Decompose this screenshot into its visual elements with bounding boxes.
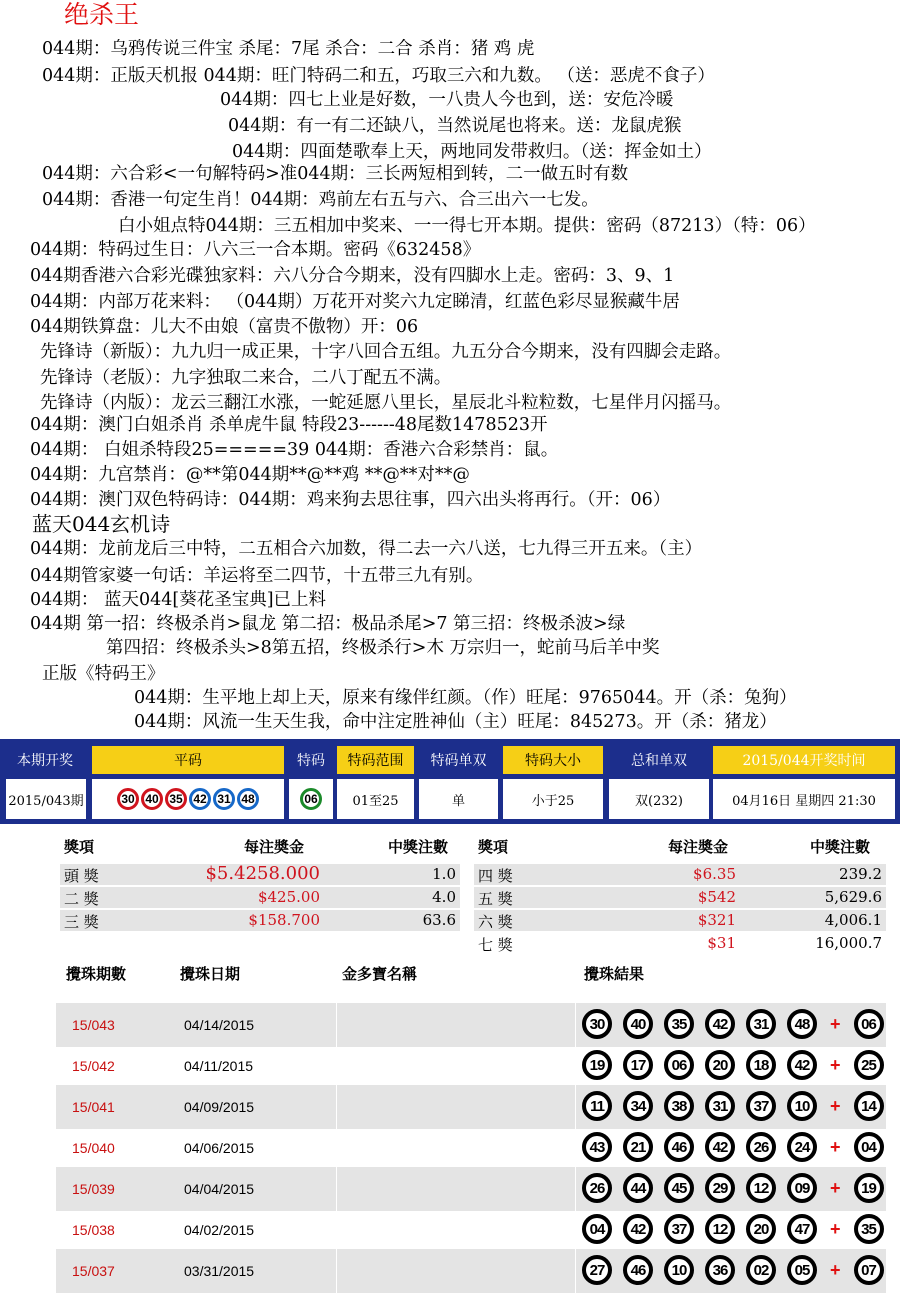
text-line: 044期：九宫禁肖：@**第044期**@**鸡 **@**对**@ [30, 465, 470, 485]
result-ball: 18 [746, 1050, 776, 1080]
result-ball: 02 [746, 1255, 776, 1285]
ball: 30 [117, 788, 139, 810]
prize-amount: $158.700 [248, 911, 320, 929]
prize-count: 239.2 [839, 865, 882, 883]
text-line: 044期：有一有二还缺八，当然说尾也将来。送：龙鼠虎猴 [228, 116, 682, 136]
text-line: 先锋诗（新版）：九九归一成正果，十字八回合五组。九五分合今期来，没有四脚会走路。 [40, 342, 732, 362]
ball: 48 [237, 788, 259, 810]
text-line: 044期：澳门白姐杀肖 杀单虎牛鼠 特段23------48尾数1478523开 [30, 415, 548, 435]
result-ball: 37 [746, 1091, 776, 1121]
prize-row [474, 933, 886, 954]
result-ball: 42 [705, 1132, 735, 1162]
plus-sign: + [830, 1013, 841, 1034]
prize-row [60, 887, 460, 908]
prize-hdr-amount: 每注奬金 [244, 838, 305, 856]
sum-odd-even: 双(232) [609, 779, 709, 819]
draw-period: 2015/043期 [6, 779, 86, 819]
result-ball: 38 [664, 1091, 694, 1121]
result-balls [582, 1255, 884, 1285]
result-ball: 30 [582, 1009, 612, 1039]
prize-hdr-name-2: 獎項 [478, 838, 509, 856]
prize-amount: $5.4258.000 [205, 863, 320, 884]
result-date: 04/02/2015 [184, 1222, 255, 1238]
result-ball: 42 [705, 1009, 735, 1039]
result-period: 15/038 [72, 1222, 115, 1238]
page-title: 绝杀王 [64, 0, 140, 29]
result-ball: 47 [787, 1214, 817, 1244]
prize-name: 五 獎 [478, 890, 513, 908]
prize-name: 頭 獎 [64, 867, 99, 885]
result-ball: 27 [582, 1255, 612, 1285]
result-balls [582, 1132, 884, 1162]
result-balls [582, 1009, 884, 1039]
result-date: 03/31/2015 [184, 1263, 255, 1279]
result-ball: 31 [746, 1009, 776, 1039]
text-line: 044期：特码过生日：八六三一合本期。密码《632458》 [30, 240, 481, 260]
result-special-ball: 19 [854, 1173, 884, 1203]
result-row [56, 1085, 886, 1129]
text-line: 044期： 白姐杀特段25=====39 044期：香港六合彩禁肖：鼠。 [30, 440, 559, 460]
result-row [56, 1044, 886, 1088]
result-name-cell [336, 1044, 576, 1088]
results-hdr-date: 攪珠日期 [180, 965, 241, 983]
result-name-cell [336, 1126, 576, 1170]
text-line: 044期香港六合彩光碟独家料：六八分合今期来，没有四脚水上走。密码：3、9、1 [30, 266, 675, 286]
result-ball: 43 [582, 1132, 612, 1162]
ball: 31 [213, 788, 235, 810]
prize-count: 16,000.7 [815, 934, 882, 952]
text-line: 第四招：终极杀头>8第五招，终极杀行>木 万宗归一，蛇前马后羊中奖 [106, 638, 660, 658]
prize-row [60, 864, 460, 885]
text-line: 044期：澳门双色特码诗：044期：鸡来狗去思往事，四六出头将再行。（开：06） [30, 490, 671, 510]
result-ball: 48 [787, 1009, 817, 1039]
special-ball: 06 [300, 788, 322, 810]
result-row [56, 1167, 886, 1211]
result-date: 04/09/2015 [184, 1099, 255, 1115]
ball: 35 [165, 788, 187, 810]
special-range: 01至25 [337, 779, 414, 819]
result-ball: 34 [623, 1091, 653, 1121]
result-ball: 26 [582, 1173, 612, 1203]
result-name-cell [336, 1249, 576, 1293]
plus-sign: + [830, 1136, 841, 1157]
text-line: 正版《特码王》 [42, 664, 165, 684]
ball: 42 [189, 788, 211, 810]
prize-count: 4,006.1 [824, 911, 882, 929]
regular-balls [92, 779, 284, 819]
prize-amount: $542 [697, 888, 736, 906]
hdr-range: 特码范围 [337, 746, 414, 774]
result-ball: 12 [705, 1214, 735, 1244]
prize-hdr-name: 獎項 [64, 838, 95, 856]
result-date: 04/04/2015 [184, 1181, 255, 1197]
result-row [56, 1249, 886, 1293]
text-line: 044期：龙前龙后三中特，二五相合六加数，得二去一六八送，七九得三开五来。（主） [30, 539, 703, 559]
result-date: 04/11/2015 [184, 1058, 254, 1074]
result-ball: 44 [623, 1173, 653, 1203]
prize-amount: $425.00 [257, 888, 320, 906]
result-period: 15/043 [72, 1017, 115, 1033]
result-ball: 06 [664, 1050, 694, 1080]
result-name-cell [336, 1003, 576, 1047]
text-line: 蓝天044玄机诗 [32, 512, 171, 536]
text-line: 先锋诗（老版）：九字独取二来合，二八丁配五不满。 [40, 368, 452, 388]
result-ball: 10 [664, 1255, 694, 1285]
hdr-sum: 总和单双 [631, 753, 687, 769]
draw-table [0, 739, 900, 824]
prize-count: 63.6 [422, 911, 456, 929]
result-date: 04/06/2015 [184, 1140, 255, 1156]
result-ball: 42 [623, 1214, 653, 1244]
prize-count: 4.0 [432, 888, 456, 906]
result-ball: 37 [664, 1214, 694, 1244]
result-balls [582, 1214, 884, 1244]
text-line: 044期：正版天机报 044期：旺门特码二和五，巧取三六和九数。 （送：恶虎不食子） [42, 66, 715, 86]
prize-count: 1.0 [432, 865, 456, 883]
text-line: 044期 第一招：终极杀肖>鼠龙 第二招：极品杀尾>7 第三招：终极杀波>绿 [30, 614, 626, 634]
special-odd-even: 单 [419, 779, 498, 819]
result-ball: 35 [664, 1009, 694, 1039]
result-special-ball: 14 [854, 1091, 884, 1121]
result-ball: 20 [746, 1214, 776, 1244]
text-line: 044期：生平地上却上天，原来有缘伴红颜。（作）旺尾：9765044。开（杀：兔狗） [134, 688, 797, 708]
result-ball: 36 [705, 1255, 735, 1285]
result-row [56, 1208, 886, 1252]
result-ball: 20 [705, 1050, 735, 1080]
result-ball: 24 [787, 1132, 817, 1162]
special-ball-cell [289, 779, 333, 819]
text-line: 044期：香港一句定生肖！044期：鸡前左右五与六、合三出六一七发。 [42, 190, 599, 210]
prize-hdr-count-2: 中獎注數 [810, 838, 871, 856]
prize-name: 四 獎 [478, 867, 513, 885]
result-period: 15/039 [72, 1181, 115, 1197]
hdr-current-draw: 本期开奖 [17, 753, 73, 769]
text-line: 044期：四七上业是好数，一八贵人今也到，送：安危冷暖 [220, 90, 674, 110]
prize-hdr-count: 中獎注數 [388, 838, 449, 856]
text-line: 先锋诗（内版）：龙云三翻江水涨，一蛇延愿八里长，星辰北斗粒粒数，七星伴月闪摇马。 [40, 393, 732, 413]
prize-row [474, 910, 886, 931]
result-name-cell [336, 1167, 576, 1211]
plus-sign: + [830, 1259, 841, 1280]
prize-amount: $31 [707, 934, 736, 952]
prize-row [474, 864, 886, 885]
prize-name: 三 獎 [64, 913, 99, 931]
result-ball: 21 [623, 1132, 653, 1162]
result-balls [582, 1091, 884, 1121]
prize-count: 5,629.6 [824, 888, 882, 906]
prize-name: 二 獎 [64, 890, 99, 908]
result-ball: 46 [623, 1255, 653, 1285]
prize-hdr-amount-2: 每注奬金 [668, 838, 729, 856]
result-row [56, 1126, 886, 1170]
result-special-ball: 04 [854, 1132, 884, 1162]
result-row [56, 1003, 886, 1047]
result-ball: 05 [787, 1255, 817, 1285]
prize-amount: $321 [697, 911, 736, 929]
text-line: 044期：四面楚歌奉上天，两地同发带救归。（送：挥金如土） [232, 142, 712, 162]
text-line: 044期铁算盘：儿大不由娘（富贵不傲物）开：06 [30, 317, 419, 337]
prize-name: 七 獎 [478, 936, 513, 954]
text-line: 044期：风流一生天生我，命中注定胜神仙（主）旺尾：845273。开（杀：猪龙） [134, 712, 777, 732]
result-ball: 31 [705, 1091, 735, 1121]
hdr-next-time: 2015/044开奖时间 [713, 746, 895, 774]
hdr-odd-even: 特码单双 [430, 753, 487, 769]
text-line: 044期管家婆一句话：羊运将至二四节，十五带三九有别。 [30, 566, 484, 586]
text-line: 044期： 蓝天044[葵花圣宝典]已上料 [30, 590, 327, 610]
results-hdr-period: 攪珠期數 [66, 965, 127, 983]
result-special-ball: 35 [854, 1214, 884, 1244]
result-ball: 11 [582, 1091, 612, 1121]
result-ball: 26 [746, 1132, 776, 1162]
result-balls [582, 1050, 884, 1080]
special-size: 小于25 [503, 779, 603, 819]
plus-sign: + [830, 1095, 841, 1116]
hdr-size: 特码大小 [503, 746, 603, 774]
result-period: 15/041 [72, 1099, 115, 1115]
hdr-special: 特码 [297, 753, 325, 769]
prize-name: 六 獎 [478, 913, 513, 931]
result-ball: 42 [787, 1050, 817, 1080]
result-ball: 40 [623, 1009, 653, 1039]
result-special-ball: 07 [854, 1255, 884, 1285]
result-ball: 10 [787, 1091, 817, 1121]
result-ball: 29 [705, 1173, 735, 1203]
result-name-cell [336, 1085, 576, 1129]
prize-amount: $6.35 [693, 865, 736, 883]
plus-sign: + [830, 1218, 841, 1239]
result-ball: 45 [664, 1173, 694, 1203]
next-draw-time: 04月16日 星期四 21:30 [713, 779, 895, 819]
result-special-ball: 06 [854, 1009, 884, 1039]
plus-sign: + [830, 1054, 841, 1075]
plus-sign: + [830, 1177, 841, 1198]
result-date: 04/14/2015 [184, 1017, 255, 1033]
text-line: 044期：六合彩<一句解特码>准044期：三长两短相到转，二一做五时有数 [42, 164, 629, 184]
result-balls [582, 1173, 884, 1203]
text-line: 044期：乌鸦传说三件宝 杀尾：7尾 杀合：二合 杀肖：猪 鸡 虎 [42, 39, 535, 59]
result-ball: 12 [746, 1173, 776, 1203]
result-ball: 04 [582, 1214, 612, 1244]
result-period: 15/040 [72, 1140, 115, 1156]
result-period: 15/042 [72, 1058, 115, 1074]
result-ball: 46 [664, 1132, 694, 1162]
results-hdr-name: 金多寶名稱 [342, 965, 418, 983]
result-period: 15/037 [72, 1263, 115, 1279]
results-hdr-result: 攪珠結果 [584, 965, 645, 983]
ball: 40 [141, 788, 163, 810]
prize-row [60, 910, 460, 931]
result-ball: 09 [787, 1173, 817, 1203]
text-line: 白小姐点特044期：三五相加中奖来、一一得七开本期。提供：密码（87213）（特：06） [118, 216, 816, 236]
prize-row [474, 887, 886, 908]
result-ball: 17 [623, 1050, 653, 1080]
result-ball: 19 [582, 1050, 612, 1080]
result-special-ball: 25 [854, 1050, 884, 1080]
text-line: 044期：内部万花来料： （044期）万花开对奖六九定睇清，红蓝色彩尽显猴藏牛居 [30, 292, 680, 312]
hdr-regular: 平码 [92, 746, 284, 774]
result-name-cell [336, 1208, 576, 1252]
